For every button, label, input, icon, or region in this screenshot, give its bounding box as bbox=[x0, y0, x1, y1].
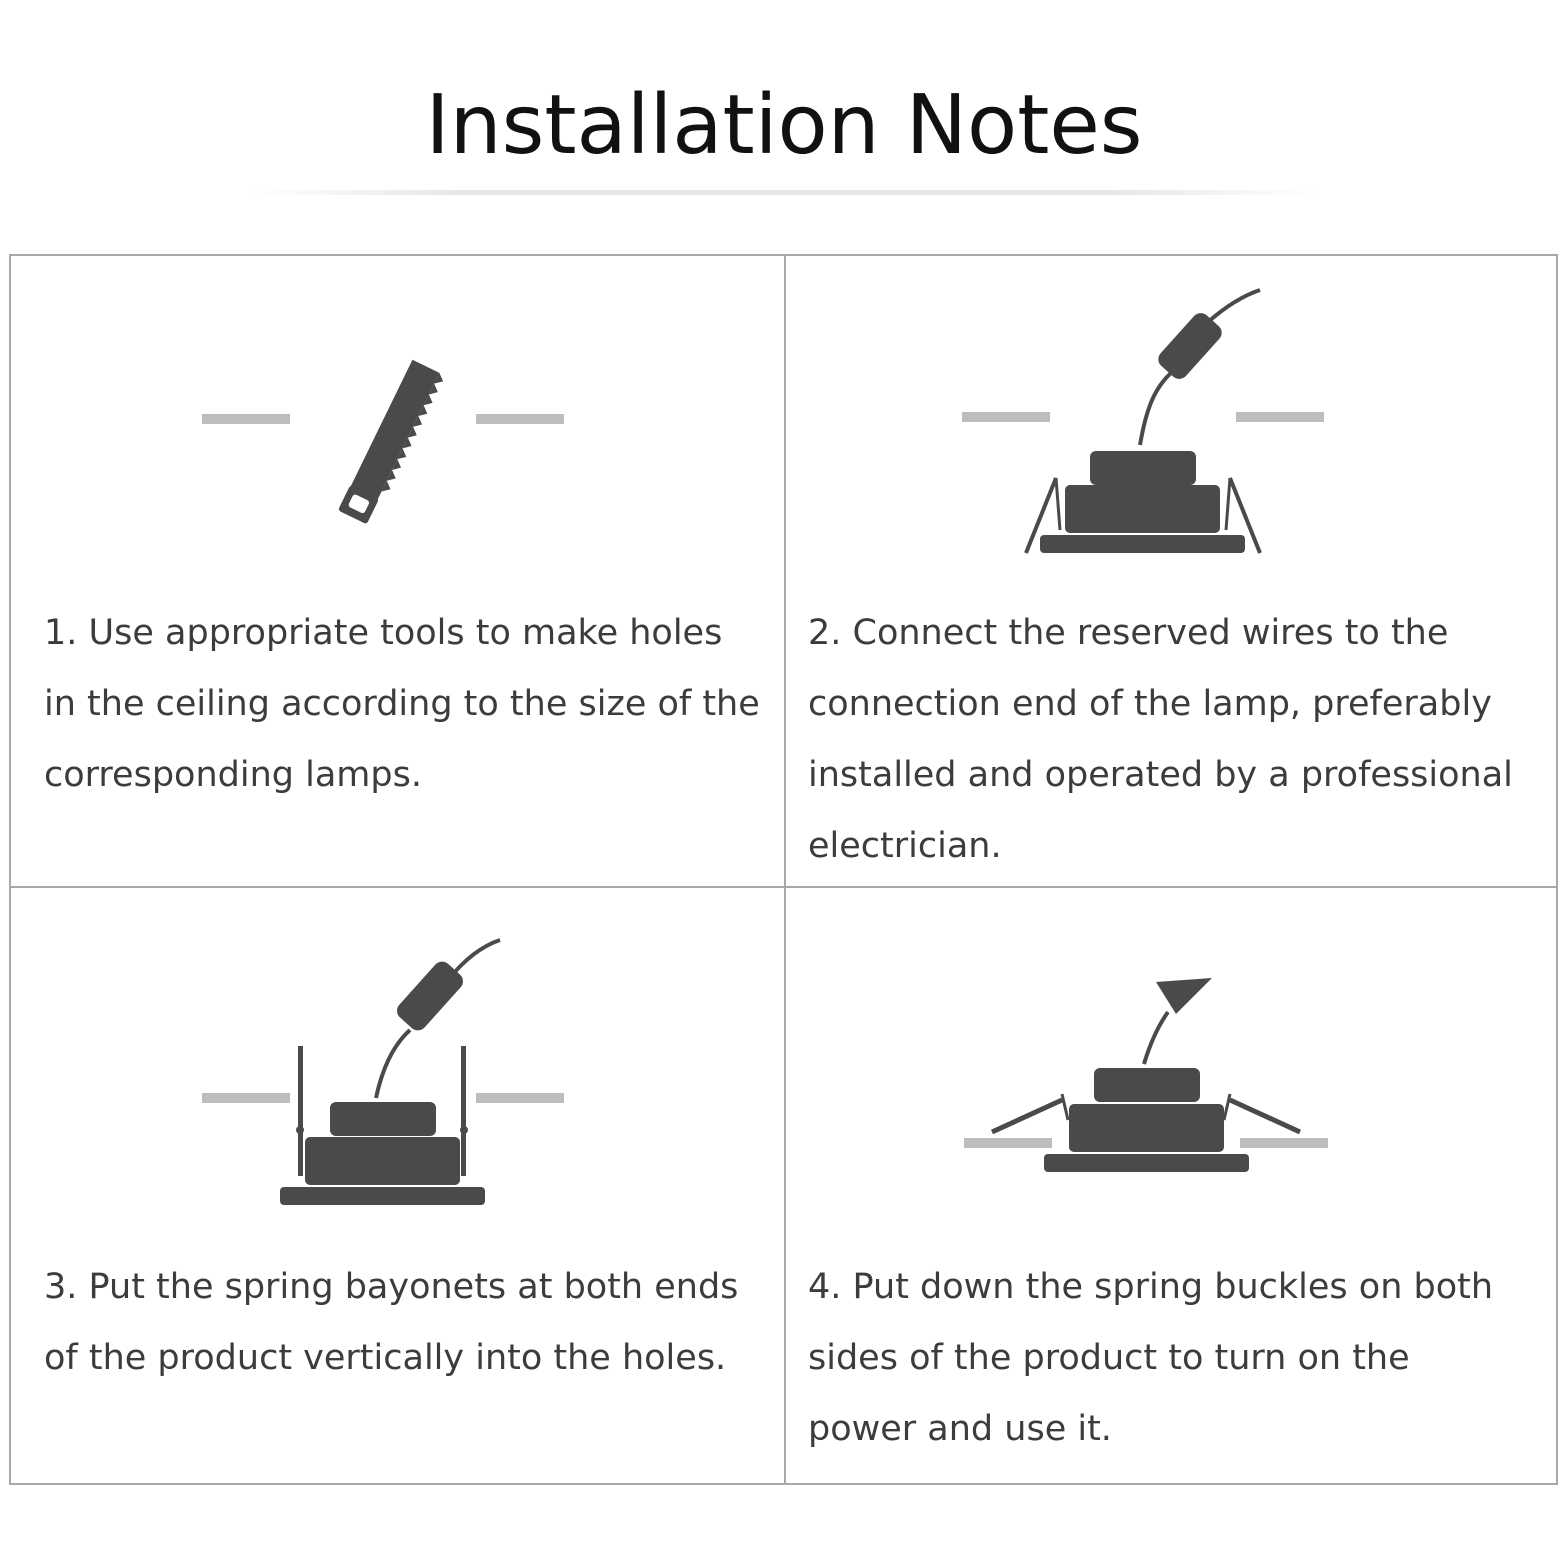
lamp-wiring-icon bbox=[950, 280, 1340, 570]
step-4-text: 4. Put down the spring buckles on both sides of the product to turn on the power and use it. bbox=[808, 1267, 1494, 1449]
step-3-text: 3. Put the spring bayonets at both ends of the product vertically into the holes. bbox=[44, 1267, 739, 1378]
step-2-text: 2. Connect the reserved wires to the connection end of the lamp, preferably installed and operated by a professional electrician. bbox=[808, 613, 1513, 866]
saw-icon bbox=[190, 340, 580, 540]
lamp-insert-icon bbox=[190, 930, 580, 1220]
page-title: Installation Notes bbox=[425, 78, 1143, 173]
step-1-text: 1. Use appropriate tools to make holes in the ceiling according to the size of the corresponding lamps. bbox=[44, 613, 760, 795]
title-divider bbox=[250, 190, 1318, 195]
grid-vertical-divider bbox=[784, 254, 786, 1485]
grid-horizontal-divider bbox=[9, 886, 1558, 888]
lamp-installed-icon bbox=[950, 960, 1340, 1190]
